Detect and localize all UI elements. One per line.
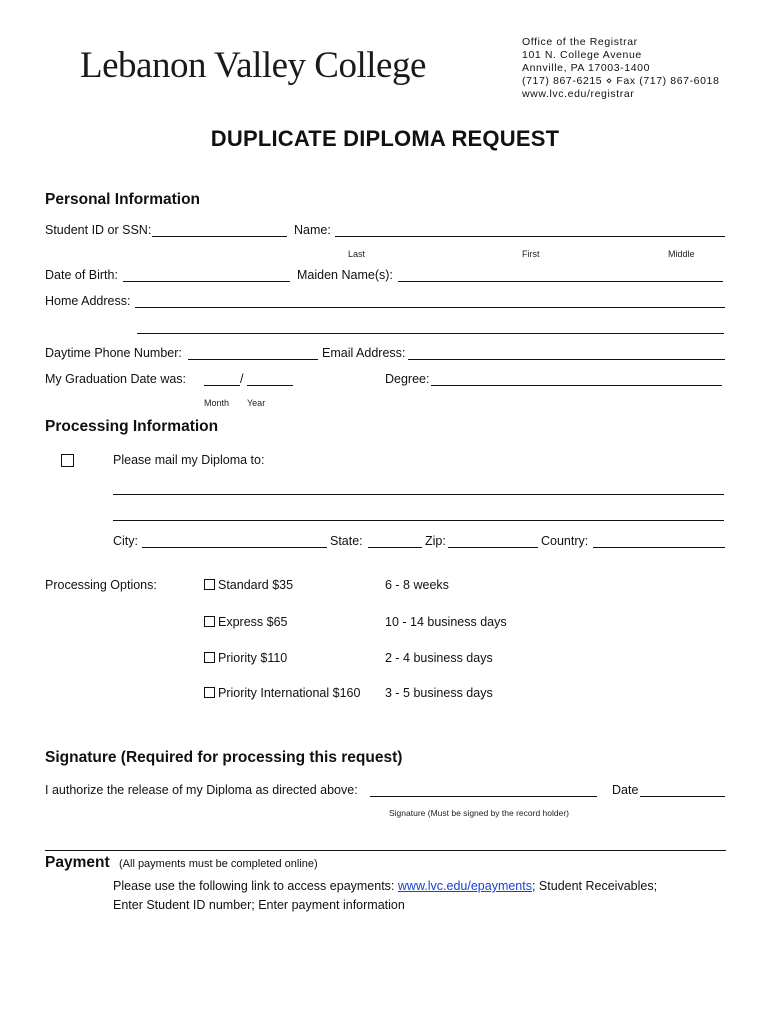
office-line: Annville, PA 17003-1400 — [522, 62, 651, 74]
name-field[interactable] — [335, 236, 725, 237]
phone-field[interactable] — [188, 359, 318, 360]
name-last-caption: Last — [348, 249, 366, 259]
maiden-name-label: Maiden Name(s): — [297, 268, 393, 282]
country-field[interactable] — [593, 547, 725, 548]
authorize-text: I authorize the release of my Diploma as directed above: — [45, 783, 358, 797]
office-line: Office of the Registrar — [522, 36, 638, 48]
express-option-checkbox[interactable] — [204, 616, 215, 627]
payment-heading: Payment — [45, 854, 110, 871]
office-line: www.lvc.edu/registrar — [522, 88, 635, 100]
name-first-caption: First — [522, 249, 540, 259]
dob-label: Date of Birth: — [45, 268, 118, 282]
email-field[interactable] — [408, 359, 725, 360]
standard-option-label: Standard $35 — [218, 578, 294, 592]
degree-field[interactable] — [431, 385, 722, 386]
priority-international-option-label: Priority International $160 — [218, 686, 361, 700]
priority-option-checkbox[interactable] — [204, 652, 215, 663]
epayments-link[interactable]: www.lvc.edu/epayments — [397, 879, 532, 893]
office-line: (717) 867-6215 ⋄ Fax (717) 867-6018 — [522, 75, 720, 87]
priority-option-time: 2 - 4 business days — [385, 651, 493, 665]
home-address-label: Home Address: — [45, 294, 131, 308]
student-id-label: Student ID or SSN: — [45, 223, 152, 237]
signature-caption: Signature (Must be signed by the record holder) — [389, 808, 570, 818]
mail-diploma-checkbox[interactable] — [61, 454, 74, 467]
payment-line-2: Enter Student ID number; Enter payment information — [113, 898, 405, 912]
grad-month-caption: Month — [204, 398, 230, 408]
grad-slash: / — [240, 372, 244, 386]
name-label: Name: — [294, 223, 331, 237]
date-field[interactable] — [640, 796, 725, 797]
personal-info-heading: Personal Information — [45, 191, 201, 208]
mail-address-field-2[interactable] — [113, 520, 724, 521]
signature-field[interactable] — [370, 796, 597, 797]
priority-option-label: Priority $110 — [218, 651, 288, 665]
priority-international-option-time: 3 - 5 business days — [385, 686, 493, 700]
maiden-name-field[interactable] — [398, 281, 723, 282]
processing-options-label: Processing Options: — [45, 578, 157, 592]
phone-label: Daytime Phone Number: — [45, 346, 182, 360]
grad-month-field[interactable] — [204, 385, 240, 386]
grad-date-label: My Graduation Date was: — [45, 372, 187, 386]
standard-option-checkbox[interactable] — [204, 579, 215, 590]
zip-label: Zip: — [425, 534, 446, 548]
student-id-field[interactable] — [152, 236, 287, 237]
mail-diploma-label: Please mail my Diploma to: — [113, 453, 265, 467]
priority-international-option-checkbox[interactable] — [204, 687, 215, 698]
state-field[interactable] — [368, 547, 422, 548]
express-option-time: 10 - 14 business days — [385, 615, 507, 629]
zip-field[interactable] — [448, 547, 538, 548]
state-label: State: — [330, 534, 363, 548]
standard-option-time: 6 - 8 weeks — [385, 578, 449, 592]
home-address-field-1[interactable] — [135, 307, 725, 308]
payment-divider — [45, 850, 726, 851]
grad-year-field[interactable] — [247, 385, 293, 386]
name-middle-caption: Middle — [668, 249, 695, 259]
degree-label: Degree: — [385, 372, 430, 386]
city-field[interactable] — [142, 547, 327, 548]
payment-note: (All payments must be completed online) — [119, 858, 318, 870]
city-label: City: — [113, 534, 138, 548]
mail-address-field-1[interactable] — [113, 494, 724, 495]
college-logo: Lebanon Valley College — [80, 45, 426, 86]
express-option-label: Express $65 — [218, 615, 288, 629]
grad-year-caption: Year — [247, 398, 266, 408]
home-address-field-2[interactable] — [137, 333, 724, 334]
form-title: DUPLICATE DIPLOMA REQUEST — [210, 126, 560, 151]
dob-field[interactable] — [123, 281, 290, 282]
payment-line-1-prefix: Please use the following link to access epayments: — [113, 879, 395, 893]
email-label: Email Address: — [322, 346, 406, 360]
payment-line-1 — [113, 879, 657, 893]
registrar-office-info — [522, 36, 719, 101]
signature-heading: Signature (Required for processing this request) — [45, 749, 403, 766]
office-line: 101 N. College Avenue — [522, 49, 642, 61]
country-label: Country: — [541, 534, 589, 548]
payment-line-1-suffix: ; Student Receivables; — [531, 879, 658, 893]
date-label: Date — [612, 783, 639, 797]
processing-info-heading: Processing Information — [45, 418, 219, 435]
